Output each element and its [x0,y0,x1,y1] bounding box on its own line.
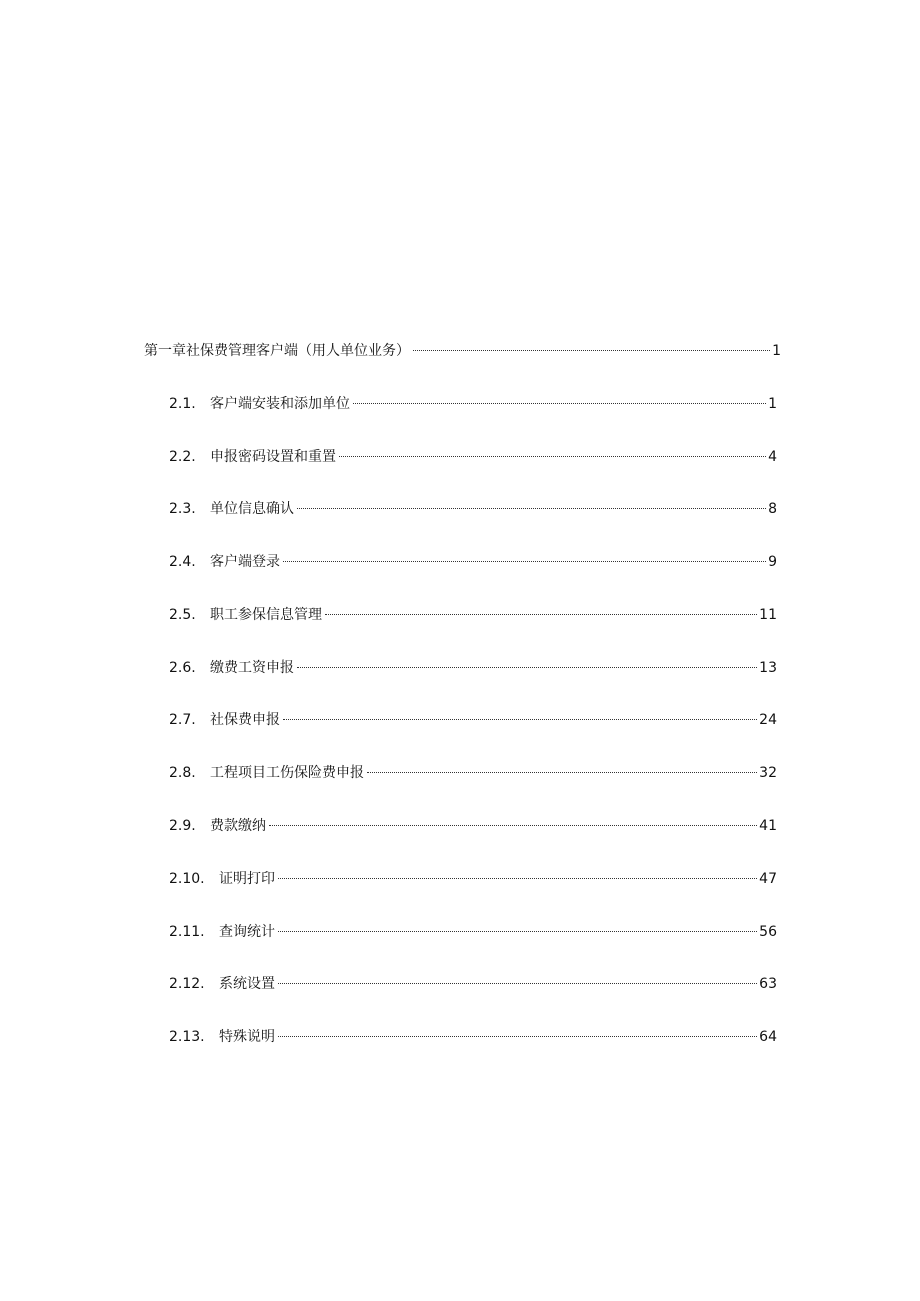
section-title: 查询统计 [219,924,275,940]
section-title: 社保费申报 [210,712,280,728]
section-page-number: 32 [759,765,777,781]
section-page-number: 11 [759,607,777,623]
section-page-number: 41 [759,818,777,834]
section-title: 费款缴纳 [210,818,266,834]
section-number: 2.10. [169,871,205,887]
dot-leader [367,772,757,773]
dot-leader [297,508,766,509]
toc-entry[interactable] [169,1027,777,1047]
toc-chapter-entry[interactable] [144,341,781,361]
dot-leader [278,878,757,879]
section-title: 客户端登录 [210,554,280,570]
section-title: 证明打印 [219,871,275,887]
section-number: 2.13. [169,1029,205,1045]
dot-leader [283,561,766,562]
section-page-number: 8 [768,501,777,517]
section-number: 2.2. [169,449,196,465]
toc-entry[interactable] [169,499,777,519]
toc-entry[interactable] [169,658,777,678]
dot-leader [339,456,766,457]
chapter-page-number: 1 [772,343,781,359]
toc-entry[interactable] [169,922,777,942]
section-title: 缴费工资申报 [210,660,294,676]
section-page-number: 4 [768,449,777,465]
section-page-number: 1 [768,396,777,412]
section-title: 客户端安装和添加单位 [210,396,350,412]
chapter-title: 第一章社保费管理客户端（用人单位业务） [144,343,410,359]
section-page-number: 13 [759,660,777,676]
section-title: 申报密码设置和重置 [210,449,336,465]
toc-entry[interactable] [169,710,777,730]
section-number: 2.9. [169,818,196,834]
toc-entry[interactable] [169,974,777,994]
section-page-number: 56 [759,924,777,940]
dot-leader [353,403,766,404]
section-number: 2.12. [169,976,205,992]
dot-leader [269,825,757,826]
section-page-number: 9 [768,554,777,570]
section-title: 职工参保信息管理 [210,607,322,623]
dot-leader [278,1036,757,1037]
dot-leader [278,931,757,932]
section-number: 2.6. [169,660,196,676]
toc-entry[interactable] [169,394,777,414]
section-title: 单位信息确认 [210,501,294,517]
section-number: 2.11. [169,924,205,940]
section-title: 系统设置 [219,976,275,992]
section-page-number: 47 [759,871,777,887]
dot-leader [283,719,757,720]
section-number: 2.3. [169,501,196,517]
dot-leader [278,983,757,984]
toc-entry[interactable] [169,605,777,625]
toc-entry[interactable] [169,869,777,889]
toc-entry[interactable] [169,816,777,836]
toc-entry[interactable] [169,763,777,783]
dot-leader [325,614,757,615]
section-number: 2.4. [169,554,196,570]
dot-leader [413,350,770,351]
toc-entry[interactable] [169,447,777,467]
section-number: 2.1. [169,396,196,412]
section-number: 2.8. [169,765,196,781]
section-title: 特殊说明 [219,1029,275,1045]
section-page-number: 63 [759,976,777,992]
section-title: 工程项目工伤保险费申报 [210,765,364,781]
section-number: 2.7. [169,712,196,728]
section-page-number: 64 [759,1029,777,1045]
section-page-number: 24 [759,712,777,728]
toc-entry[interactable] [169,552,777,572]
section-number: 2.5. [169,607,196,623]
dot-leader [297,667,757,668]
